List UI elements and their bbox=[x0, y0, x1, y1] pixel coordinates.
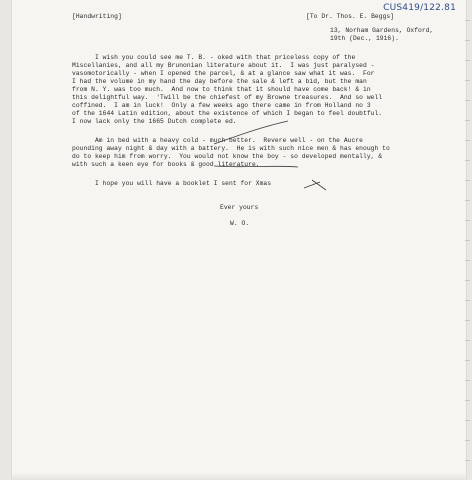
archive-reference: CUS419/122.81 bbox=[383, 3, 456, 13]
address-line-1: 13, Norham Gardens, Oxford, bbox=[330, 27, 434, 34]
paragraph1-line: I had the volume in my hand the day before the sale & left a bid, but the man bbox=[72, 78, 367, 85]
header-left: [Handwriting] bbox=[72, 13, 122, 20]
paragraph1-line: from N. Y. was too much. And now to think that it should have come back! & in bbox=[72, 86, 371, 93]
signature: W. O. bbox=[230, 220, 250, 227]
binding-edge bbox=[464, 0, 472, 480]
letter-page bbox=[12, 0, 466, 480]
header-right: [To Dr. Thos. E. Beggs] bbox=[306, 13, 395, 20]
paragraph1-line: of the 1644 Latin edition, about the existence of which I began to feel doubtful. bbox=[72, 110, 383, 117]
paragraph1-line: vasomotorically - when I opened the parcel, & at a glance saw what it was. For bbox=[72, 70, 375, 77]
paragraph2-line: do to keep him from worry. You would not know the boy - so developed mentally, & bbox=[72, 153, 383, 160]
paragraph1-line: I wish you could see me T. B. - oked with that priceless copy of the bbox=[72, 54, 356, 61]
paragraph1-line: coffined. I am in luck! Only a few weeks ago there came in from Holland no 3 bbox=[72, 102, 371, 109]
pen-stroke-mark bbox=[212, 118, 292, 148]
paragraph1-line: this delightful way. 'Twill be the chiefest of my Browne treasures. And so well bbox=[72, 94, 383, 101]
page-bottom-edge bbox=[12, 472, 466, 480]
paragraph1-line: Miscellanies, and all my Brunonian literature about it. I was just paralysed - bbox=[72, 62, 375, 69]
paragraph2-line: Am in bed with a heavy cold - much better. Revere well - on the Aucre bbox=[72, 137, 363, 144]
paragraph2-line: pounding away night & day with a battery. He is with such nice men & has enough to bbox=[72, 145, 390, 152]
closing: Ever yours bbox=[220, 204, 259, 211]
pen-underline-mark bbox=[212, 160, 302, 170]
paragraph3-line: I hope you will have a booklet I sent for Xmas bbox=[72, 180, 272, 187]
paragraph1-line: I now lack only the 1665 Dutch complete ed. bbox=[72, 118, 237, 125]
address-line-2: 19th (Dec., 1916). bbox=[330, 35, 399, 42]
paragraph2-line: with such a keen eye for books & good literature. bbox=[72, 161, 260, 168]
pen-stroke-mark bbox=[302, 178, 332, 192]
